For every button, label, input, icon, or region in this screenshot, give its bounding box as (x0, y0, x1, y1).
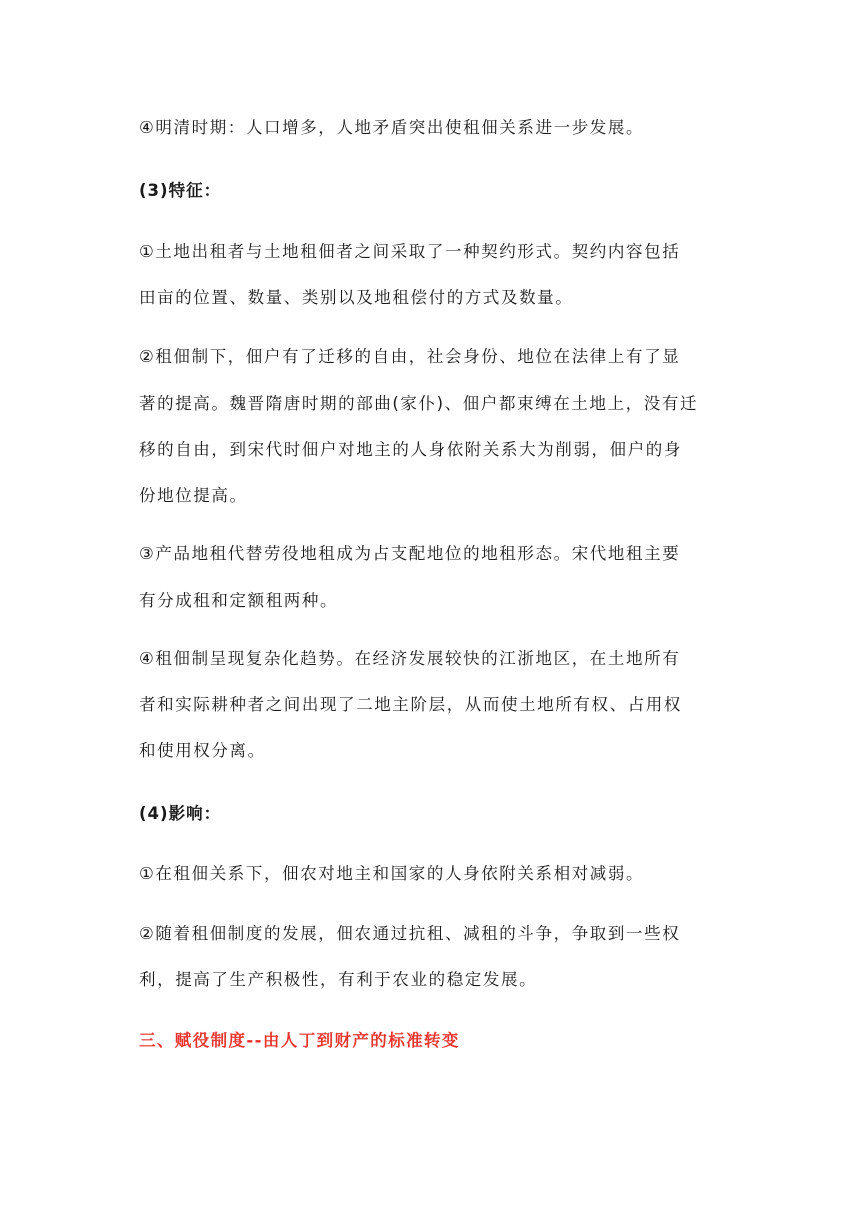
paragraph-feature-2-line-3: 移的自由，到宋代时佃户对地主的人身依附关系大为削弱，佃户的身 (139, 440, 682, 459)
heading-features: (3)特征： (139, 181, 222, 200)
paragraph-influence-2-line-2: 利，提高了生产积极性，有利于农业的稳定发展。 (139, 970, 538, 989)
section-title-tax-system: 三、赋役制度--由人丁到财产的标准转变 (139, 1031, 460, 1050)
paragraph-feature-2-line-1: ②租佃制下，佃户有了迁移的自由，社会身份、地位在法律上有了显 (139, 347, 681, 366)
paragraph-influence-1: ①在租佃关系下，佃农对地主和国家的人身依附关系相对减弱。 (139, 864, 645, 883)
paragraph-feature-3-line-2: 有分成租和定额租两种。 (139, 591, 339, 610)
paragraph-ming-qing-period: ④明清时期：人口增多，人地矛盾突出使租佃关系进一步发展。 (139, 118, 645, 137)
paragraph-feature-4-line-3: 和使用权分离。 (139, 741, 266, 760)
heading-influence: (4)影响： (139, 804, 222, 823)
paragraph-influence-2-line-1: ②随着租佃制度的发展，佃农通过抗租、减租的斗争，争取到一些权 (139, 924, 681, 943)
paragraph-feature-4-line-2: 者和实际耕种者之间出现了二地主阶层，从而使土地所有权、占用权 (139, 695, 682, 714)
paragraph-feature-2-line-2: 著的提高。魏晋隋唐时期的部曲(家仆)、佃户都束缚在土地上，没有迁 (139, 394, 699, 413)
paragraph-feature-1-line-2: 田亩的位置、数量、类别以及地租偿付的方式及数量。 (139, 288, 574, 307)
paragraph-feature-4-line-1: ④租佃制呈现复杂化趋势。在经济发展较快的江浙地区，在土地所有 (139, 649, 681, 668)
paragraph-feature-1-line-1: ①土地出租者与土地租佃者之间采取了一种契约形式。契约内容包括 (139, 242, 681, 261)
paragraph-feature-3-line-1: ③产品地租代替劳役地租成为占支配地位的地租形态。宋代地租主要 (139, 544, 681, 563)
paragraph-feature-2-line-4: 份地位提高。 (139, 486, 248, 505)
